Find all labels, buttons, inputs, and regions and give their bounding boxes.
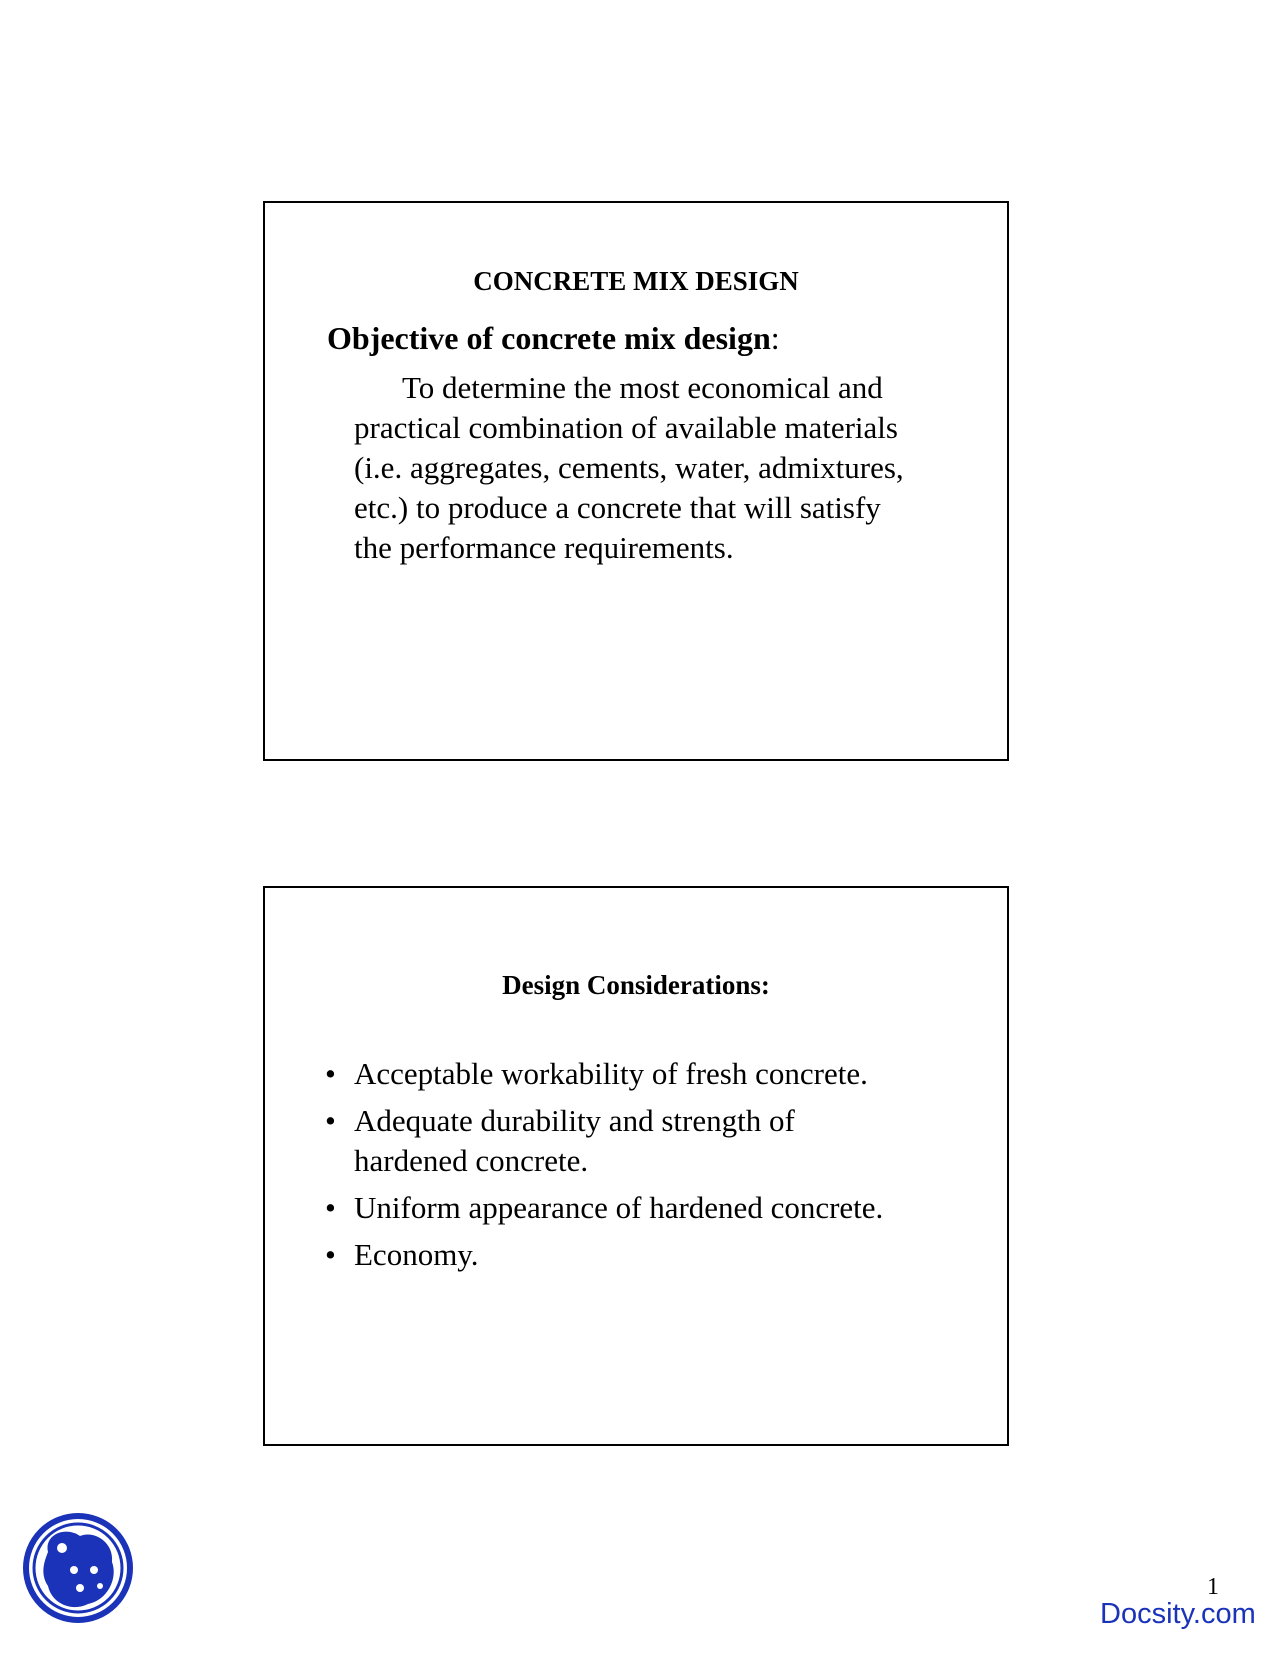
docsity-logo-icon[interactable] (22, 1512, 134, 1624)
objective-heading (327, 320, 780, 356)
list-item-text: Uniform appearance of hardened concrete. (354, 1190, 884, 1225)
list-item-text: Economy. (354, 1237, 479, 1272)
list-item (325, 1101, 985, 1181)
brand-link[interactable]: Docsity.com (1100, 1598, 1256, 1630)
paragraph-line: etc.) to produce a concrete that will satisfy (354, 490, 881, 525)
slide-design-considerations (263, 886, 1009, 1446)
logo-graphic (22, 1512, 134, 1624)
considerations-list (325, 1054, 985, 1282)
list-item (325, 1235, 985, 1275)
bullet-icon: • (325, 1056, 336, 1091)
paragraph-line: practical combination of available materials (354, 410, 898, 445)
slide-title: Design Considerations: (502, 970, 770, 1000)
paragraph-line: the performance requirements. (354, 530, 734, 565)
list-item-text: Acceptable workability of fresh concrete. (354, 1056, 868, 1091)
slide-objective (263, 201, 1009, 761)
list-item (325, 1188, 985, 1228)
bullet-icon: • (325, 1103, 336, 1138)
objective-heading-colon: : (770, 320, 780, 356)
bullet-icon: • (325, 1237, 336, 1272)
objective-paragraph (354, 368, 994, 568)
page-number: 1 (1207, 1574, 1219, 1600)
list-item-text: Adequate durability and strength of (354, 1103, 795, 1138)
paragraph-line: (i.e. aggregates, cements, water, admixtures, (354, 450, 904, 485)
paragraph-line: To determine the most economical and (402, 370, 883, 405)
list-item (325, 1054, 985, 1094)
bullet-icon: • (325, 1190, 336, 1225)
list-item-text: hardened concrete. (354, 1143, 589, 1178)
objective-heading-text: Objective of concrete mix design (327, 320, 771, 356)
slide-title: CONCRETE MIX DESIGN (473, 266, 799, 296)
